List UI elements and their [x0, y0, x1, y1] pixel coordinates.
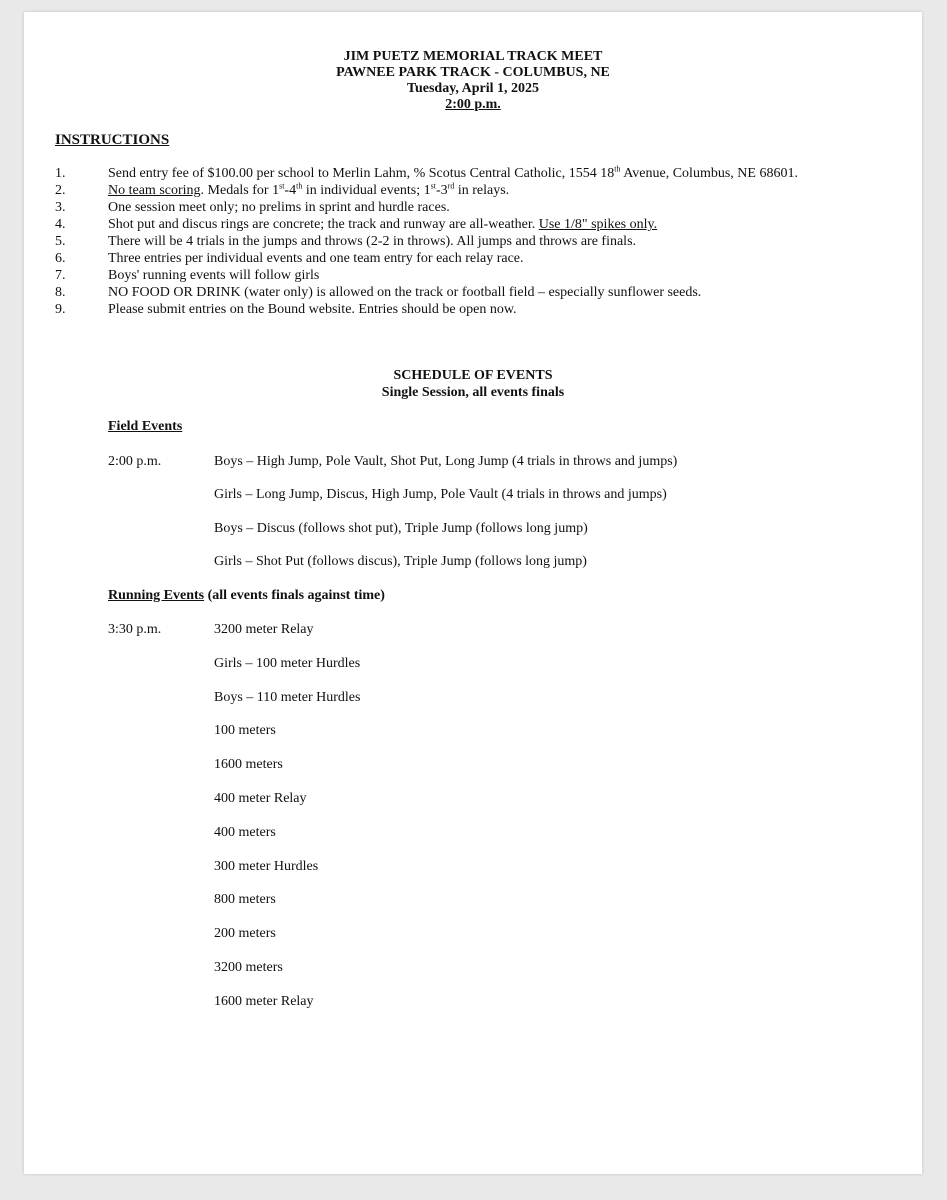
running-event: 3200 meters — [214, 960, 283, 975]
field-events-time: 2:00 p.m. — [108, 454, 162, 469]
running-event: 200 meters — [214, 926, 276, 941]
instruction-item: One session meet only; no prelims in sprint and hurdle races. — [108, 200, 450, 215]
field-event: Girls – Shot Put (follows discus), Triple Jump (follows long jump) — [214, 554, 587, 569]
instruction-item: No team scoring. Medals for 1st-4th in individual events; 1st-3rd in relays. — [108, 181, 510, 198]
running-events-heading: Running Events (all events finals against time) — [108, 588, 385, 603]
instruction-item: NO FOOD OR DRINK (water only) is allowed on the track or football field – especially sunflower seeds. — [108, 285, 702, 300]
running-event: 800 meters — [214, 892, 276, 907]
instruction-number: 4. — [55, 217, 66, 232]
meet-title: JIM PUETZ MEMORIAL TRACK MEET — [343, 49, 603, 64]
schedule-subtitle: Single Session, all events finals — [381, 385, 565, 400]
instruction-item: Send entry fee of $100.00 per school to Merlin Lahm, % Scotus Central Catholic, 1554 18th Avenue, Columbus, NE 68601. — [108, 164, 798, 181]
document-page — [24, 12, 922, 1174]
instruction-number: 7. — [55, 268, 66, 283]
schedule-title: SCHEDULE OF EVENTS — [393, 368, 553, 383]
instruction-item: There will be 4 trials in the jumps and throws (2-2 in throws). All jumps and throws are finals. — [108, 234, 637, 249]
running-event: 400 meter Relay — [214, 791, 307, 806]
instruction-item: Shot put and discus rings are concrete; the track and runway are all-weather. Use 1/8" spikes only. — [108, 217, 658, 232]
running-event: 3200 meter Relay — [214, 622, 314, 637]
running-event: Girls – 100 meter Hurdles — [214, 656, 361, 671]
running-event: 1600 meter Relay — [214, 994, 314, 1009]
field-event: Boys – Discus (follows shot put), Triple Jump (follows long jump) — [214, 521, 588, 536]
instruction-item: Three entries per individual events and one team entry for each relay race. — [108, 251, 524, 266]
instruction-item: Boys' running events will follow girls — [108, 268, 320, 283]
running-event: 100 meters — [214, 723, 276, 738]
meet-date: Tuesday, April 1, 2025 — [406, 81, 540, 96]
field-event: Girls – Long Jump, Discus, High Jump, Pole Vault (4 trials in throws and jumps) — [214, 487, 667, 502]
running-event: 1600 meters — [214, 757, 283, 772]
instruction-number: 6. — [55, 251, 66, 266]
instruction-number: 9. — [55, 302, 66, 317]
instruction-number: 3. — [55, 200, 66, 215]
running-events-time: 3:30 p.m. — [108, 622, 162, 637]
instruction-item: Please submit entries on the Bound website. Entries should be open now. — [108, 302, 517, 317]
meet-time: 2:00 p.m. — [445, 97, 501, 112]
instruction-number: 1. — [55, 166, 66, 181]
field-event: Boys – High Jump, Pole Vault, Shot Put, Long Jump (4 trials in throws and jumps) — [214, 454, 678, 469]
running-event: 300 meter Hurdles — [214, 859, 319, 874]
instruction-number: 5. — [55, 234, 66, 249]
running-event: 400 meters — [214, 825, 276, 840]
running-event: Boys – 110 meter Hurdles — [214, 690, 361, 705]
instruction-number: 8. — [55, 285, 66, 300]
instructions-heading: INSTRUCTIONS — [55, 132, 170, 148]
meet-location: PAWNEE PARK TRACK - COLUMBUS, NE — [336, 65, 610, 80]
instruction-number: 2. — [55, 183, 66, 198]
field-events-heading: Field Events — [108, 419, 183, 434]
